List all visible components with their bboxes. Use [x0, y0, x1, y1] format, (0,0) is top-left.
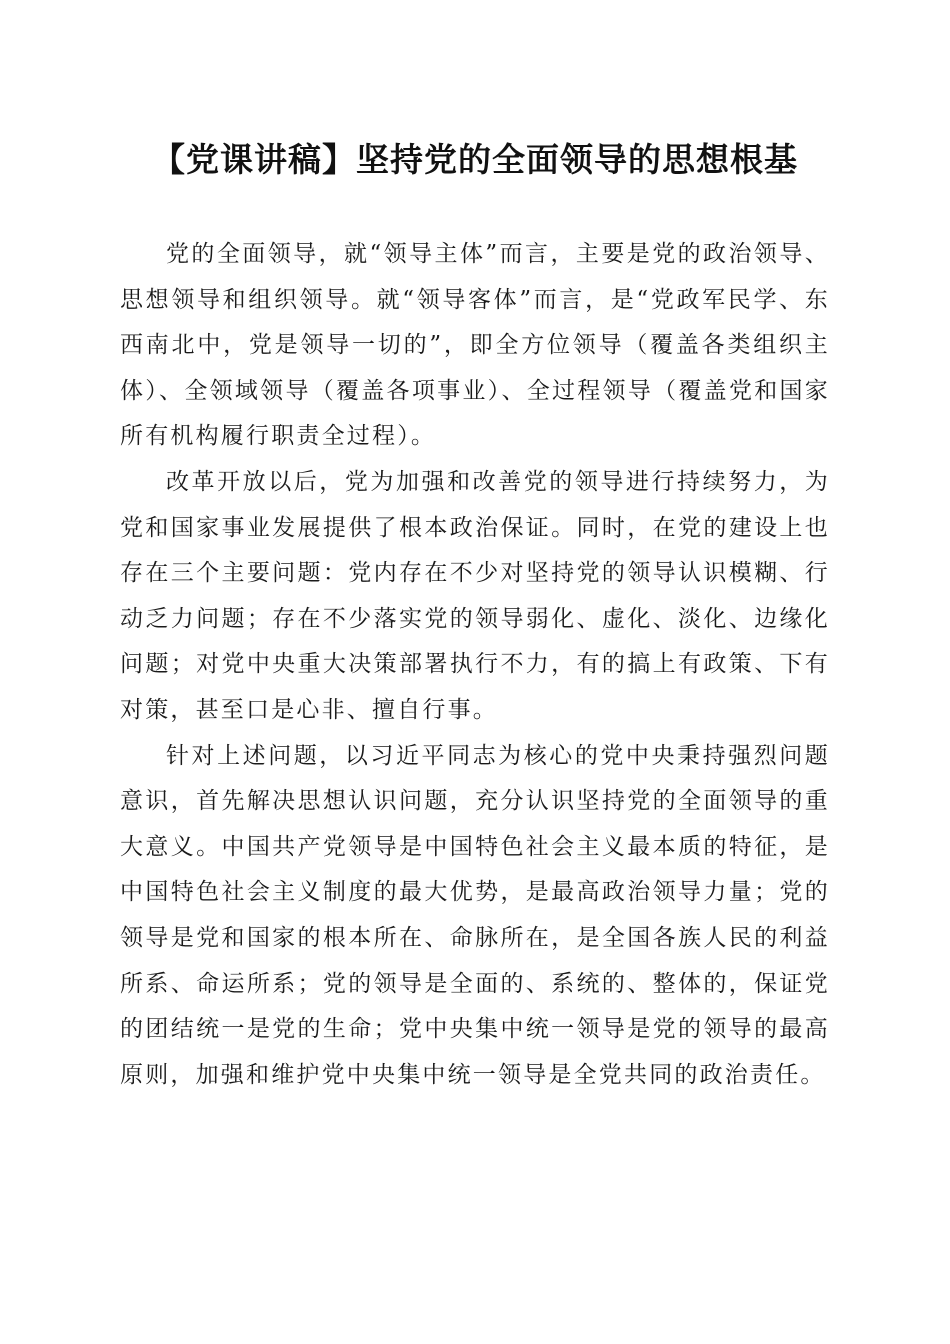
paragraph-2: 改革开放以后，党为加强和改善党的领导进行持续努力，为党和国家事业发展提供了根本政治保证。同时，在党的建设上也存在三个主要问题：党内存在不少对坚持党的领导认识模糊、行动乏力问题；存在不少落实党的领导弱化、虚化、淡化、边缘化问题；对党中央重大决策部署执行不力，有的搞上有政策、下有对策，甚至口是心非、擅自行事。	[120, 468, 830, 723]
paragraph-3: 针对上述问题，以习近平同志为核心的党中央秉持强烈问题意识，首先解决思想认识问题，充分认识坚持党的全面领导的重大意义。中国共产党领导是中国特色社会主义最本质的特征，是中国特色社会主义制度的最大优势，是最高政治领导力量；党的领导是党和国家的根本所在、命脉所在，是全国各族人民的利益所系、命运所系；党的领导是全面的、系统的、整体的，保证党的团结统一是党的生命；党中央集中统一领导是党的领导的最高原则，加强和维护党中央集中统一领导是全党共同的政治责任。	[120, 742, 830, 1088]
document-title: 【党课讲稿】坚持党的全面领导的思想根基	[152, 140, 798, 179]
paragraph-1: 党的全面领导，就“领导主体”而言，主要是党的政治领导、思想领导和组织领导。就“领导客体”而言，是“党政军民学、东西南北中，党是领导一切的”，即全方位领导（覆盖各类组织主体）、全领域领导（覆盖各项事业）、全过程领导（覆盖党和国家所有机构履行职责全过程）。	[120, 241, 830, 450]
document-body	[120, 232, 830, 1098]
